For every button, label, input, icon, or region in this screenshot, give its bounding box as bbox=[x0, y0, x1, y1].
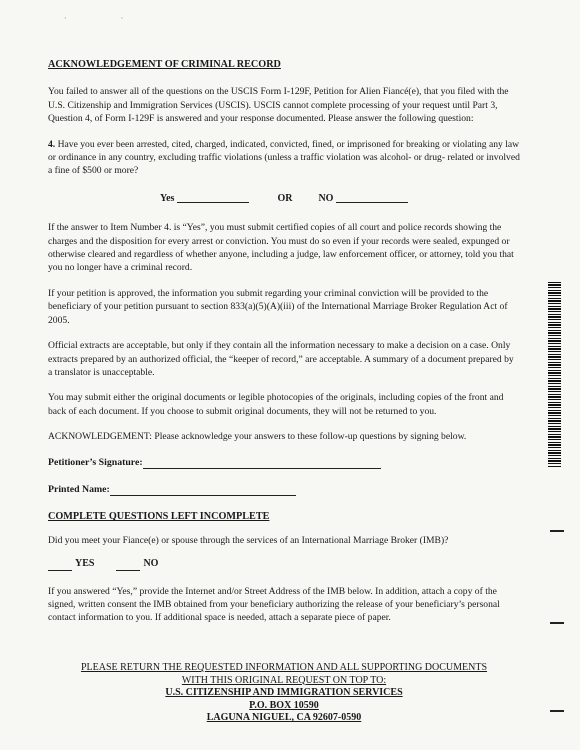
signature-row bbox=[48, 456, 520, 469]
imb-no-line[interactable] bbox=[116, 560, 140, 571]
signature-line[interactable] bbox=[143, 458, 381, 469]
scan-specks: · · bbox=[64, 14, 150, 23]
registration-mark-icon bbox=[550, 622, 564, 624]
imb-yes-line[interactable] bbox=[48, 560, 72, 571]
footer-line-2: WITH THIS ORIGINAL REQUEST ON TOP TO: bbox=[181, 674, 387, 686]
barcode-icon bbox=[548, 282, 561, 468]
page-title: ACKNOWLEDGEMENT OF CRIMINAL RECORD bbox=[48, 59, 281, 70]
no-label: NO bbox=[318, 192, 334, 204]
printed-name-row bbox=[48, 483, 520, 496]
paragraph-acknowledgement: ACKNOWLEDGEMENT: Please acknowledge your answers to these follow-up questions by signing below. bbox=[48, 431, 467, 443]
imb-no-label: NO bbox=[143, 558, 159, 570]
footer-city: LAGUNA NIGUEL, CA 92607-0590 bbox=[206, 712, 362, 724]
paragraph-originals: You may submit either the original documents or legible photocopies of the originals, including copies of the front and back of each document. If you choose to submit original documents, they will not be returned to you. bbox=[48, 392, 504, 417]
registration-mark-icon bbox=[550, 530, 564, 532]
or-label: OR bbox=[277, 192, 293, 204]
question-text: Have you ever been arrested, cited, charged, indicated, convicted, fined, or imprisoned for breaking or violating any law or ordinance in any country, excluding traffic violations (unless a traffic violation was alcohol- or drug- related or involved a fine of $500 or more? bbox=[48, 138, 520, 177]
yes-answer-line[interactable] bbox=[177, 192, 249, 203]
yes-label: Yes bbox=[160, 192, 175, 204]
question-number: 4. bbox=[48, 138, 56, 150]
signature-label: Petitioner’s Signature: bbox=[48, 456, 143, 468]
imb-yes-no bbox=[48, 557, 520, 570]
letter-body bbox=[48, 58, 520, 637]
paragraph-records: If the answer to Item Number 4. is “Yes”, you must submit certified copies of all court and police records showing the charges and the disposition for every arrest or conviction. You must do so even if your records were sealed, expunged or otherwise cleared and regardless of whether anyone, including a judge, law enforcement officer, or attorney, told you that you no longer have a criminal record. bbox=[48, 222, 514, 274]
imb-question: Did you meet your Fiance(e) or spouse through the services of an International Marriage Broker (IMB)? bbox=[48, 534, 449, 546]
paragraph-imbra: If your petition is approved, the information you submit regarding your criminal conviction will be provided to the beneficiary of your petition pursuant to section 833(a)(5)(A)(iii) of the International Marriage Broker Regulation Act of 2005. bbox=[48, 287, 508, 326]
yes-no-answer bbox=[160, 192, 520, 205]
footer-line-1: PLEASE RETURN THE REQUESTED INFORMATION AND ALL SUPPORTING DOCUMENTS bbox=[80, 662, 488, 673]
printed-name-label: Printed Name: bbox=[48, 483, 110, 495]
intro-paragraph: You failed to answer all of the questions on the USCIS Form I-129F, Petition for Alien Fiancé(e), that you filed with the U.S. Citizenship and Immigration Services (USCIS). USCIS cannot complete processing of your request until Part 3, Question 4, of Form I-129F is answered and your response documented. Please answer the following question: bbox=[48, 86, 509, 125]
footer-po-box: P.O. BOX 10590 bbox=[249, 699, 319, 711]
imb-instructions: If you answered “Yes,” provide the Internet and/or Street Address of the IMB below. In addition, attach a copy of the signed, written consent the IMB obtained from your beneficiary authorizing the release of your beneficiary’s personal contact information to you. If additional space is needed, attach a separate piece of paper. bbox=[48, 585, 500, 624]
printed-name-line[interactable] bbox=[110, 485, 296, 496]
section-heading-incomplete: COMPLETE QUESTIONS LEFT INCOMPLETE bbox=[48, 511, 270, 523]
registration-mark-icon bbox=[550, 710, 564, 712]
imb-yes-label: YES bbox=[75, 558, 95, 570]
return-address-block bbox=[48, 662, 520, 725]
footer-agency: U.S. CITIZENSHIP AND IMMIGRATION SERVICES bbox=[165, 687, 403, 699]
no-answer-line[interactable] bbox=[336, 192, 408, 203]
paragraph-extracts: Official extracts are acceptable, but only if they contain all the information necessary to make a decision on a case. Only extracts prepared by an authorized official, the “keeper of record,” are acceptable. A summary of a document prepared by a translator is unacceptable. bbox=[48, 340, 514, 378]
question-4 bbox=[48, 138, 520, 178]
